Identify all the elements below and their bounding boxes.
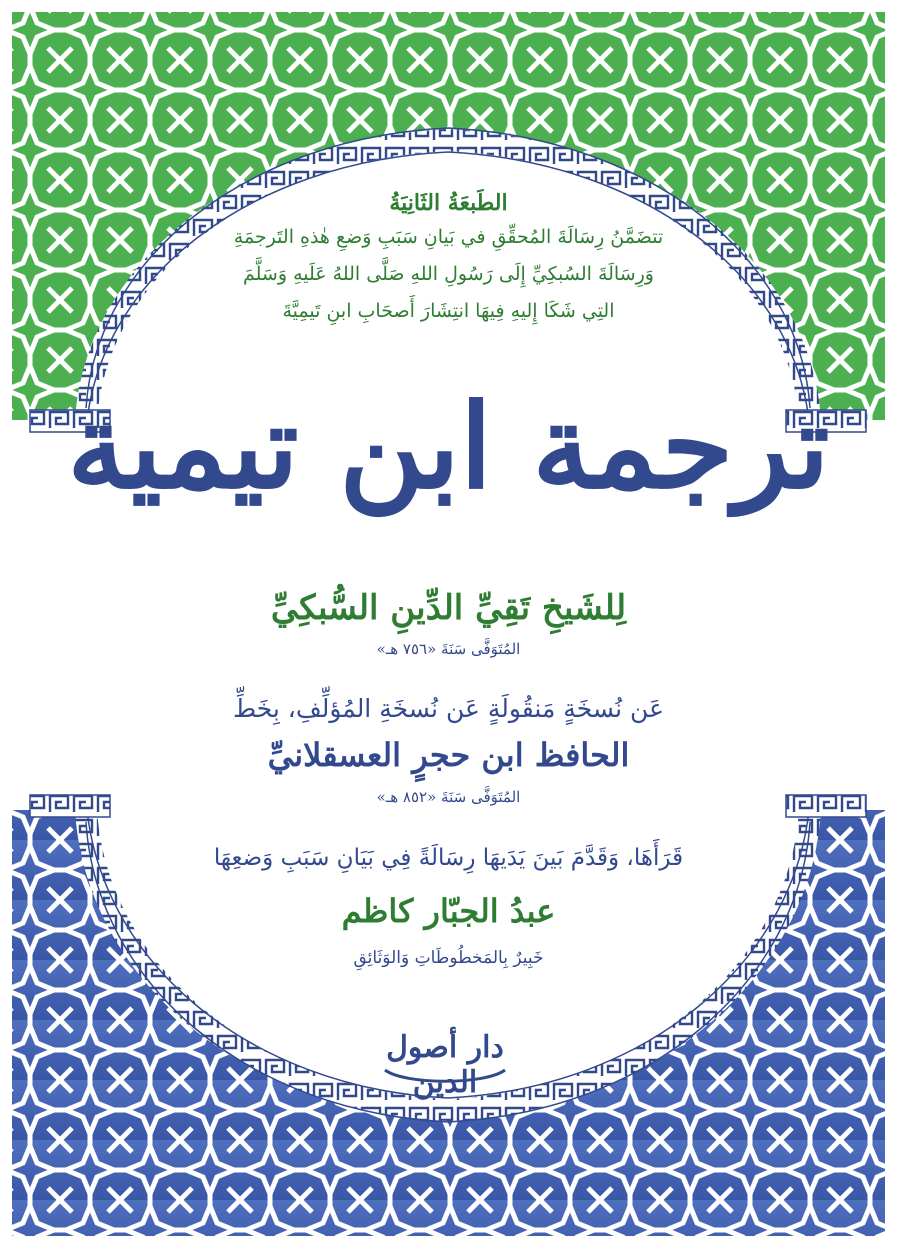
subtitle-line-2: وَرِسَالَةَ السُبكِيِّ إِلَى رَسُولِ اللهِ صَلَّى اللهُ عَلَيهِ وَسَلَّمَ [243,263,654,285]
publisher-name: دار أصول الدين [386,1030,504,1100]
subtitle-line-1: تتضَمَّنُ رِسَالَةَ المُحقِّقِ في بَيانِ سَبَبِ وَضعِ هٰذهِ التَرجمَةِ [233,226,664,248]
copyist-name: الحافظ ابن حجرٍ العسقلانيِّ [267,736,630,774]
top-pattern [12,12,885,420]
author-death-year: المُتَوَفَّى سَنَةَ «٧٥٦ هـ» [376,640,521,658]
edition-label: الطَبعَةُ الثَانِيَةُ [389,190,508,216]
book-title: ترجمة ابن تيمية [67,379,830,515]
editor-intro: قَرَأَهَا، وَقَدَّمَ بَينَ يَدَيهَا رِسَالَةً فِي بَيَانِ سَبَبِ وَضعِهَا [213,845,684,871]
copyist-death-year: المُتَوَفَّى سَنَةَ «٨٥٢ هـ» [376,788,521,806]
manuscript-source: عَن نُسخَةٍ مَنقُولَةٍ عَن نُسخَةِ المُؤلِّفِ، بِخَطِّ [232,694,665,723]
editor-name: عبدُ الجبّار كاظم [341,892,556,930]
subtitle-line-3: التِي شَكَا إِليهِ فِيهَا انتِشَارَ أَصحَابِ ابنِ تَيمِيَّةَ [282,300,615,322]
editor-title: خَبِيرٌ بِالمَخطُوطَاتِ وَالوَثَائِقِ [353,948,544,968]
author-name: لِلشَيخِ تَقِيِّ الدِّينِ السُّبكِيِّ [270,588,627,628]
